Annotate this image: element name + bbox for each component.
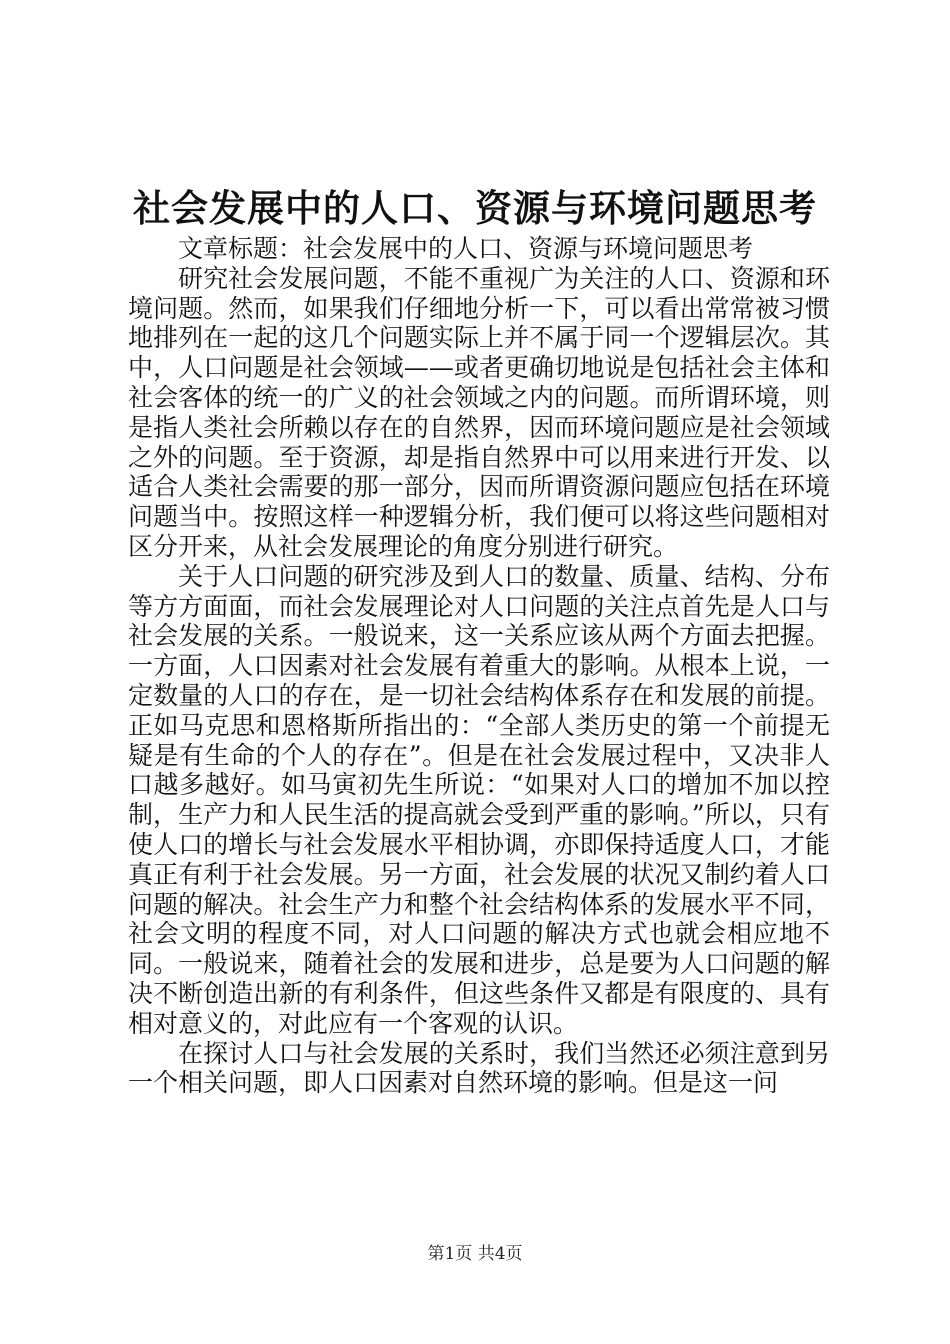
document-title: 社会发展中的人口、资源与环境问题思考: [133, 186, 817, 230]
paragraph: 研究社会发展问题，不能不重视广为关注的人口、资源和环境问题。然而，如果我们仔细地分析一下，可以看出常常被习惯地排列在一起的这几个问题实际上并不属于同一个逻辑层次。其中，人口问题是社会领域——或者更确切地说是包括社会主体和社会客体的统一的广义的社会领域之内的问题。而所谓环境，则是指人类社会所赖以存在的自然界，因而环境问题应是社会领域之外的问题。至于资源，却是指自然界中可以用来进行开发、以适合人类社会需要的那一部分，因而所谓资源问题应包括在环境问题当中。按照这样一种逻辑分析，我们便可以将这些问题相对区分开来，从社会发展理论的角度分别进行研究。: [128, 263, 830, 561]
paragraph: 在探讨人口与社会发展的关系时，我们当然还必须注意到另一个相关问题，即人口因素对自然环境的影响。但是这一问: [128, 1038, 830, 1098]
document-body: [128, 234, 830, 1098]
page-number-footer: 第1页 共4页: [427, 1244, 523, 1264]
article-title-line: 文章标题：社会发展中的人口、资源与环境问题思考: [178, 234, 754, 263]
paragraph: 关于人口问题的研究涉及到人口的数量、质量、结构、分布等方方面面，而社会发展理论对人口问题的关注点首先是人口与社会发展的关系。一般说来，这一关系应该从两个方面去把握。一方面，人口因素对社会发展有着重大的影响。从根本上说，一定数量的人口的存在，是一切社会结构体系存在和发展的前提。正如马克思和恩格斯所指出的：“全部人类历史的第一个前提无疑是有生命的个人的存在”。但是在社会发展过程中，又决非人口越多越好。如马寅初先生所说：“如果对人口的增加不加以控制，生产力和人民生活的提高就会受到严重的影响。”所以，只有使人口的增长与社会发展水平相协调，亦即保持适度人口，才能真正有利于社会发展。另一方面，社会发展的状况又制约着人口问题的解决。社会生产力和整个社会结构体系的发展水平不同，社会文明的程度不同，对人口问题的解决方式也就会相应地不同。一般说来，随着社会的发展和进步，总是要为人口问题的解决不断创造出新的有利条件，但这些条件又都是有限度的、具有相对意义的，对此应有一个客观的认识。: [128, 561, 830, 1038]
